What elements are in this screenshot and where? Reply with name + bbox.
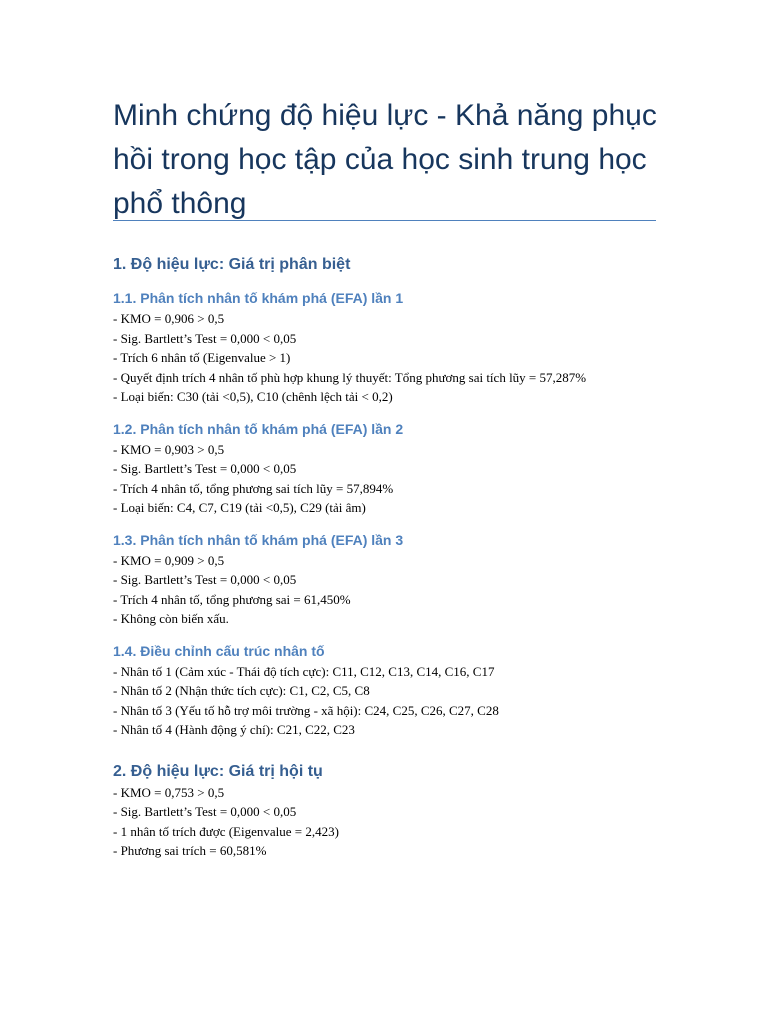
- body-line: - Loại biến: C4, C7, C19 (tải <0,5), C29 (tải âm): [113, 500, 366, 515]
- body-line: - KMO = 0,753 > 0,5: [113, 784, 225, 800]
- subsection-heading-1-4: 1.4. Điều chỉnh cấu trúc nhân tố: [113, 642, 325, 659]
- subsection-heading-1-3: 1.3. Phân tích nhân tố khám phá (EFA) lần 3: [113, 531, 404, 548]
- body-line: - Trích 6 nhân tố (Eigenvalue > 1): [113, 350, 291, 365]
- body-line: - Sig. Bartlett’s Test = 0,000 < 0,05: [113, 330, 297, 346]
- body-line: - Nhân tố 4 (Hành động ý chí): C21, C22, C23: [113, 722, 355, 737]
- document-title: Minh chứng độ hiệu lực - Khả năng phục hồi trong học tập của học sinh trung học phổ thông: [113, 99, 657, 220]
- body-line: - KMO = 0,903 > 0,5: [113, 441, 225, 457]
- section-heading-1: 1. Độ hiệu lực: Giá trị phân biệt: [113, 256, 351, 273]
- section-heading-2: 2. Độ hiệu lực: Giá trị hội tụ: [113, 762, 323, 780]
- body-line: - Sig. Bartlett’s Test = 0,000 < 0,05: [113, 804, 297, 819]
- subsection-heading-1-2: 1.2. Phân tích nhân tố khám phá (EFA) lần 2: [113, 420, 404, 437]
- body-line: - Sig. Bartlett’s Test = 0,000 < 0,05: [113, 572, 297, 587]
- subsection-heading-1-1: 1.1. Phân tích nhân tố khám phá (EFA) lần 1: [113, 290, 404, 306]
- body-line: - Không còn biến xấu.: [113, 611, 229, 626]
- body-line: - Quyết định trích 4 nhân tố phù hợp khung lý thuyết: Tổng phương sai tích lũy = 57,287%: [113, 369, 587, 385]
- body-line: - Nhân tố 2 (Nhận thức tích cực): C1, C2, C5, C8: [113, 683, 370, 698]
- body-line: - Nhân tố 1 (Cảm xúc - Thái độ tích cực): C11, C12, C13, C14, C16, C17: [113, 663, 495, 679]
- document-body: [113, 255, 673, 861]
- body-line: - KMO = 0,906 > 0,5: [113, 311, 225, 326]
- title-block: [113, 94, 658, 226]
- body-line: - Trích 4 nhân tố, tổng phương sai = 61,450%: [113, 591, 351, 607]
- body-line: - Phương sai trích = 60,581%: [113, 843, 267, 858]
- body-line: - 1 nhân tố trích được (Eigenvalue = 2,423): [113, 823, 339, 839]
- body-line: - KMO = 0,909 > 0,5: [113, 552, 225, 568]
- body-line: - Nhân tố 3 (Yếu tố hỗ trợ môi trường - xã hội): C24, C25, C26, C27, C28: [113, 702, 499, 718]
- body-line: - Loại biến: C30 (tải <0,5), C10 (chênh lệch tải < 0,2): [113, 389, 393, 404]
- title-divider: [113, 220, 656, 221]
- body-line: - Sig. Bartlett’s Test = 0,000 < 0,05: [113, 461, 297, 476]
- body-line: - Trích 4 nhân tố, tổng phương sai tích lũy = 57,894%: [113, 480, 394, 496]
